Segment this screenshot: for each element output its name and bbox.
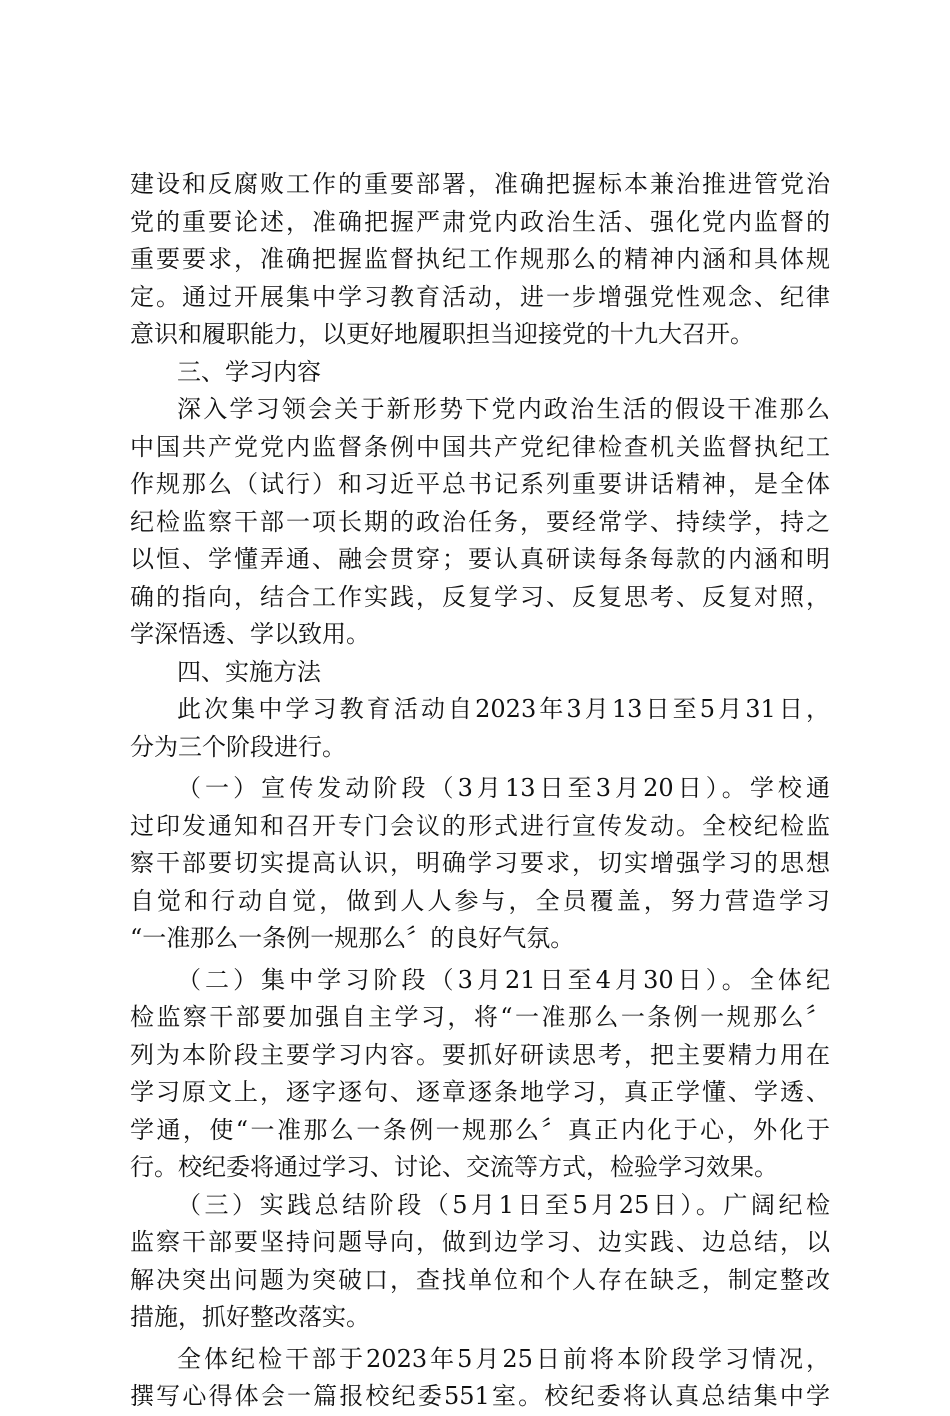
text-line: 全体纪检干部于2023年5月25日前将本阶段学习情况， <box>177 1344 830 1373</box>
paragraph <box>130 1341 830 1416</box>
text-line: 察干部要切实提高认识，明确学习要求，切实增强学习的思想 <box>130 849 830 877</box>
text-line: “一准那么一条例一规那么〞的良好气氛。 <box>130 924 575 952</box>
text-line: 学习原文上，逐字逐句、逐章逐条地学习，真正学懂、学透、 <box>130 1078 830 1106</box>
heading-text: 三、学习内容 <box>177 357 321 386</box>
paragraph <box>130 691 830 766</box>
text-line: 监察干部要坚持问题导向，做到边学习、边实践、边总结，以 <box>130 1228 830 1256</box>
document-body <box>130 166 830 1416</box>
text-line: 检监察干部要加强自主学习，将“一准那么一条例一规那么〞 <box>130 1003 830 1031</box>
section-heading <box>130 654 830 692</box>
text-line: 建设和反腐败工作的重要部署，准确把握标本兼治推进管党治 <box>130 170 830 198</box>
text-line: 学通，使“一准那么一条例一规那么〞真正内化于心，外化于 <box>130 1115 830 1144</box>
text-line: 中国共产党党内监督条例中国共产党纪律检查机关监督执纪工 <box>130 432 830 461</box>
text-line: （一）宣传发动阶段（3月13日至3月20日）。学校通 <box>177 774 830 802</box>
text-line: 解决突出问题为突破口，查找单位和个人存在缺乏，制定整改 <box>130 1265 830 1294</box>
text-line: （二）集中学习阶段（3月21日至4月30日）。全体纪 <box>177 965 830 994</box>
paragraph <box>130 1187 830 1337</box>
text-line: 列为本阶段主要学习内容。要抓好研读思考，把主要精力用在 <box>130 1040 830 1069</box>
text-line: 分为三个阶段进行。 <box>130 732 346 761</box>
text-line: 纪检监察干部一项长期的政治任务，要经常学、持续学，持之 <box>130 507 830 536</box>
paragraph <box>130 770 830 958</box>
text-line: 自觉和行动自觉，做到人人参与，全员覆盖，努力营造学习 <box>130 886 830 915</box>
text-line: 重要要求，准确把握监督执纪工作规那么的精神内涵和具体规 <box>130 245 830 273</box>
text-line: 此次集中学习教育活动自2023年3月13日至5月31日， <box>177 695 830 723</box>
text-line: 作规那么（试行）和习近平总书记系列重要讲话精神，是全体 <box>130 470 830 498</box>
text-line: 行。校纪委将通过学习、讨论、交流等方式，检验学习效果。 <box>130 1153 778 1181</box>
text-line: 定。通过开展集中学习教育活动，进一步增强党性观念、纪律 <box>130 282 830 311</box>
paragraph <box>130 166 830 354</box>
text-line: 措施，抓好整改落实。 <box>130 1303 370 1331</box>
paragraph <box>130 391 830 654</box>
text-line: 确的指向，结合工作实践，反复学习、反复思考、反复对照， <box>130 582 830 611</box>
text-line: （三）实践总结阶段（5月1日至5月25日）。广阔纪检 <box>177 1190 830 1219</box>
paragraph <box>130 962 830 1187</box>
text-line: 撰写心得体会一篇报校纪委551室。校纪委将认真总结集中学 <box>130 1382 830 1410</box>
text-line: 意识和履职能力，以更好地履职担当迎接党的十九大召开。 <box>130 320 754 348</box>
section-heading <box>130 354 830 392</box>
text-line: 学深悟透、学以致用。 <box>130 620 370 648</box>
text-line: 党的重要论述，准确把握严肃党内政治生活、强化党内监督的 <box>130 207 830 236</box>
text-line: 深入学习领会关于新形势下党内政治生活的假设干准那么 <box>177 395 830 423</box>
text-line: 以恒、学懂弄通、融会贯穿；要认真研读每条每款的内涵和明 <box>130 545 830 573</box>
heading-text: 四、实施方法 <box>177 657 321 686</box>
text-line: 过印发通知和召开专门会议的形式进行宣传发动。全校纪检监 <box>130 811 830 840</box>
